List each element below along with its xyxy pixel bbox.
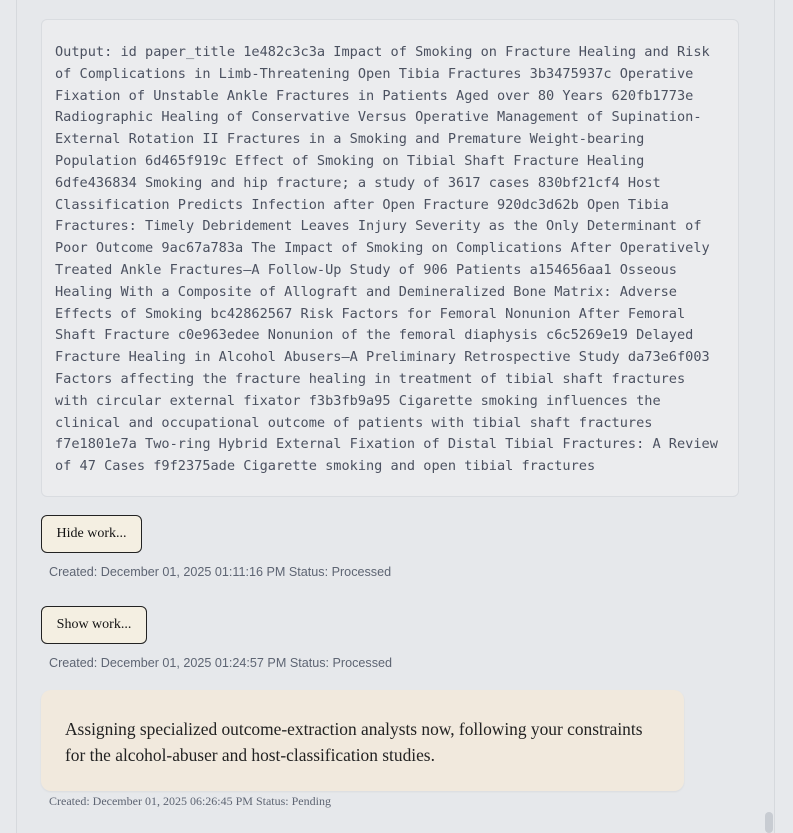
step-meta: Created: December 01, 2025 01:11:16 PM Status: Processed: [49, 565, 392, 579]
assistant-message: Assigning specialized outcome-extraction analysts now, following your constraints for the alcohol-abuser and host-classification studies.: [41, 690, 684, 791]
hide-work-button[interactable]: Hide work...: [41, 515, 142, 553]
tool-output-box: Output: id paper_title 1e482c3c3a Impact of Smoking on Fracture Healing and Risk of Complications in Limb-Threatening Open Tibia Fractures 3b3475937c Operative Fixation of Unstable Ankle Fractures in Patients Aged over 80 Years 620fb1773e Radiographic Healing of Conservative Versus Operative Management of Supination-External Rotation II Fractures in a Smoking and Premature Weight-bearing Population 6d465f919c Effect of Smoking on Tibial Shaft Fracture Healing 6dfe436834 Smoking and hip fracture; a study of 3617 cases 830bf21cf4 Host Classification Predicts Infection after Open Fracture 920dc3d62b Open Tibia Fractures: Timely Debridement Leaves Injury Severity as the Only Determinant of Poor Outcome 9ac67a783a The Impact of Smoking on Complications After Operatively Treated Ankle Fractures—A Follow-Up Study of 906 Patients a154656aa1 Osseous Healing With a Composite of Allograft and Demineralized Bone Matrix: Adverse Effects of Smoking bc42862567 Risk Factors for Femoral Nonunion After Femoral Shaft Fracture c0e963edee Nonunion of the femoral diaphysis c6c5269e19 Delayed Fracture Healing in Alcohol Abusers—A Preliminary Retrospective Study da73e6f003 Factors affecting the fracture healing in treatment of tibial shaft fractures with circular external fixator f3b3fb9a95 Cigarette smoking influences the clinical and occupational outcome of patients with tibial shaft fractures f7e1801e7a Two-ring Hybrid External Fixation of Distal Tibial Fractures: A Review of 47 Cases f9f2375ade Cigarette smoking and open tibial fractures: [41, 19, 739, 497]
step-meta: Created: December 01, 2025 01:24:57 PM Status: Processed: [49, 656, 393, 670]
scrollbar-thumb[interactable]: [765, 812, 773, 833]
message-meta: Created: December 01, 2025 06:26:45 PM Status: Pending: [49, 794, 331, 808]
show-work-button[interactable]: Show work...: [41, 606, 147, 644]
